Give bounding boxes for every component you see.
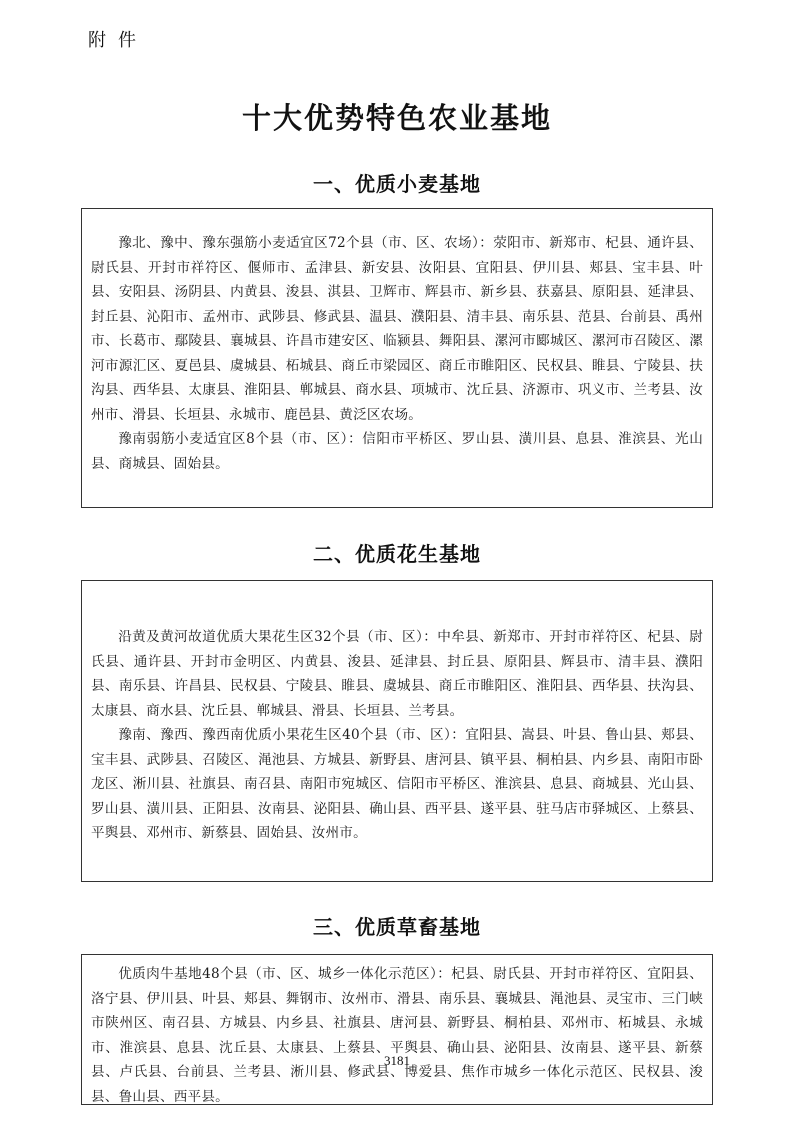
section-paragraph: 优质肉牛基地48个县（市、区、城乡一体化示范区）：杞县、尉氏县、开封市祥符区、宜阳县、洛宁县、伊川县、叶县、郏县、舞钢市、汝州市、滑县、南乐县、襄城县、渑池县、灵宝市、三门峡市陕州区、南召县、方城县、内乡县、社旗县、唐河县、新野县、桐柏县、邓州市、柘城县、永城市、淮滨县、息县、沈丘县、太康县、上蔡县、平舆县、确山县、泌阳县、汝南县、遂平县、新蔡县、卢氏县、台前县、兰考县、淅川县、修武县、博爱县、焦作市城乡一体化示范区、民权县、浚县、鲁山县、西平县。 [91,966,703,1105]
section-paragraph: 豫南弱筋小麦适宜区8个县（市、区）：信阳市平桥区、罗山县、潢川县、息县、淮滨县、光山县、商城县、固始县。 [91,431,703,472]
section-heading-grass-livestock: 三、优质草畜基地 [313,915,481,939]
section-heading-wheat: 一、优质小麦基地 [313,172,481,196]
page-number: 3181 [384,1053,410,1068]
section-paragraph: 沿黄及黄河故道优质大果花生区32个县（市、区）：中牟县、新郑市、开封市祥符区、杞县、尉氏县、通许县、开封市金明区、内黄县、浚县、延津县、封丘县、原阳县、辉县市、清丰县、濮阳县、南乐县、许昌县、民权县、宁陵县、睢县、虞城县、商丘市睢阳区、淮阳县、西华县、扶沟县、太康县、商水县、沈丘县、郸城县、滑县、长垣县、兰考县。 [91,629,703,719]
section-paragraph: 豫北、豫中、豫东强筋小麦适宜区72个县（市、区、农场）：荥阳市、新郑市、杞县、通许县、尉氏县、开封市祥符区、偃师市、孟津县、新安县、汝阳县、宜阳县、伊川县、郏县、宝丰县、叶县、安阳县、汤阴县、内黄县、浚县、淇县、卫辉市、辉县市、新乡县、获嘉县、原阳县、延津县、封丘县、沁阳市、孟州市、武陟县、修武县、温县、濮阳县、清丰县、南乐县、范县、台前县、禹州市、长葛市、鄢陵县、襄城县、许昌市建安区、临颍县、舞阳县、漯河市郾城区、漯河市召陵区、漯河市源汇区、夏邑县、虞城县、柘城县、商丘市梁园区、商丘市睢阳区、民权县、睢县、宁陵县、扶沟县、西华县、太康县、淮阳县、郸城县、商水县、项城市、沈丘县、济源市、巩义市、兰考县、汝州市、滑县、长垣县、永城市、鹿邑县、黄泛区农场。 [91,235,703,423]
section-box-grass-livestock [81,954,713,1105]
section-box-wheat [81,208,713,508]
section-box-peanut [81,580,713,882]
document-title: 十大优势特色农业基地 [241,101,552,135]
section-heading-peanut: 二、优质花生基地 [313,542,481,566]
attachment-label: 附件 [88,30,148,51]
section-paragraph: 豫南、豫西、豫西南优质小果花生区40个县（市、区）：宜阳县、嵩县、叶县、鲁山县、郏县、宝丰县、武陟县、召陵区、渑池县、方城县、新野县、唐河县、镇平县、桐柏县、内乡县、南阳市卧龙区、淅川县、社旗县、南召县、南阳市宛城区、信阳市平桥区、淮滨县、息县、商城县、光山县、罗山县、潢川县、正阳县、汝南县、泌阳县、确山县、西平县、遂平县、驻马店市驿城区、上蔡县、平舆县、邓州市、新蔡县、固始县、汝州市。 [91,727,703,841]
